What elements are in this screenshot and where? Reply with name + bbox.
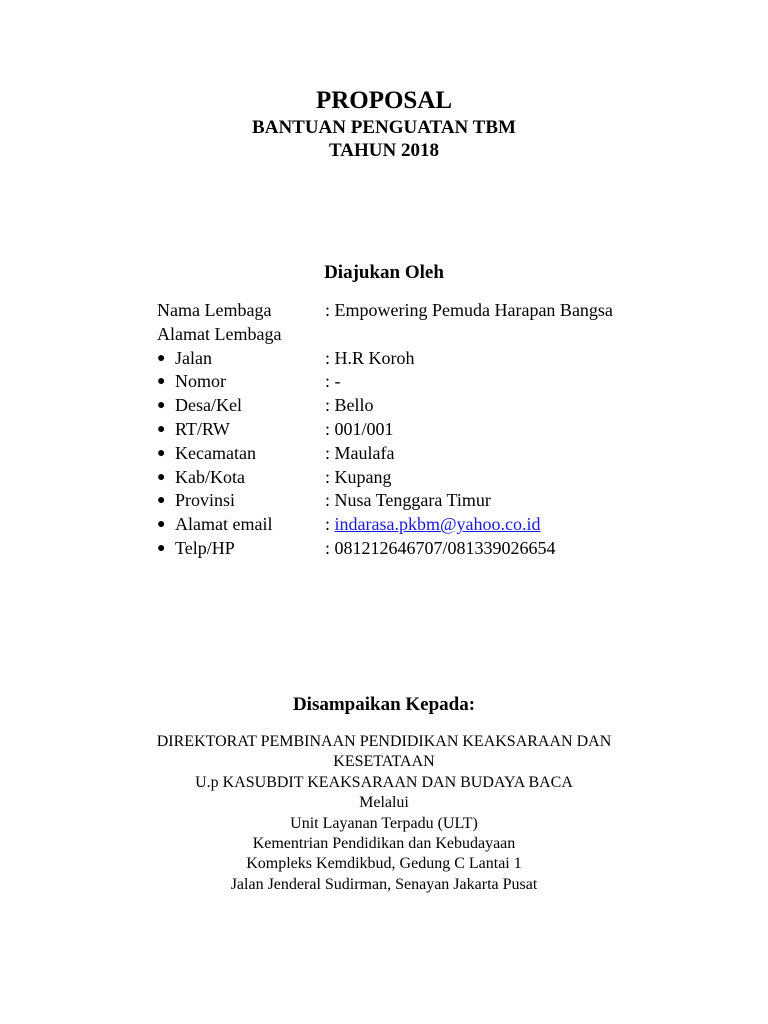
document-subtitle: BANTUAN PENGUATAN TBM <box>252 117 516 138</box>
email-link[interactable]: indarasa.pkbm@yahoo.co.id <box>334 514 541 535</box>
info-label: Telp/HP <box>175 537 235 558</box>
info-value: : Kupang <box>325 466 392 487</box>
recipient-line: DIREKTORAT PEMBINAAN PENDIDIKAN KEAKSARAAN DAN <box>156 733 612 750</box>
recipient-line: U.p KASUBDIT KEAKSARAAN DAN BUDAYA BACA <box>195 773 573 791</box>
info-value: : Nusa Tenggara Timur <box>325 490 491 511</box>
bullet-icon: ● <box>157 398 166 414</box>
info-row-regency <box>157 466 757 490</box>
info-label: Jalan <box>175 347 212 368</box>
institution-info-list <box>157 299 757 561</box>
recipient-line: Melalui <box>359 794 409 812</box>
recipient-line: Jalan Jenderal Sudirman, Senayan Jakarta Pusat <box>230 875 538 893</box>
bullet-icon: ● <box>157 540 166 556</box>
recipient-line: Unit Layanan Terpadu (ULT) <box>290 814 478 832</box>
info-value: : Maulafa <box>325 442 395 463</box>
info-row-province <box>157 489 757 513</box>
document-title: PROPOSAL <box>315 87 453 114</box>
info-value: : 081212646707/081339026654 <box>325 537 556 558</box>
info-label: Kecamatan <box>175 442 256 463</box>
recipient-line: Kementrian Pendidikan dan Kebudayaan <box>252 835 516 853</box>
info-row-number <box>157 370 757 394</box>
info-value: : H.R Koroh <box>325 347 415 368</box>
bullet-icon: ● <box>157 445 166 461</box>
email-prefix: : <box>325 514 335 535</box>
recipient-line: Kompleks Kemdikbud, Gedung C Lantai 1 <box>246 855 522 873</box>
info-row-street <box>157 347 757 371</box>
info-row-email <box>157 513 757 537</box>
bullet-icon: ● <box>157 493 166 509</box>
info-label: Nomor <box>175 371 226 392</box>
info-value: : Empowering Pemuda Harapan Bangsa <box>325 300 613 320</box>
info-label: Alamat Lembaga <box>157 323 282 344</box>
info-label: Kab/Kota <box>175 466 245 487</box>
bullet-icon: ● <box>157 374 166 390</box>
info-row-village <box>157 394 757 418</box>
info-row-phone <box>157 537 757 561</box>
info-row-institution-name <box>157 299 757 323</box>
info-label: RT/RW <box>175 418 230 439</box>
bullet-icon: ● <box>157 517 166 533</box>
info-value <box>325 513 541 537</box>
document-year: TAHUN 2018 <box>329 140 439 161</box>
recipient-address-block <box>0 732 768 895</box>
info-value: : Bello <box>325 395 374 416</box>
info-row-rt-rw <box>157 418 757 442</box>
info-row-district <box>157 442 757 466</box>
info-value: : - <box>325 371 341 392</box>
info-value: : 001/001 <box>325 418 394 439</box>
delivered-to-heading: Disampaikan Kepada: <box>292 694 476 715</box>
submitted-by-heading: Diajukan Oleh <box>324 262 444 283</box>
bullet-icon: ● <box>157 421 166 437</box>
info-row-institution-address <box>157 323 757 347</box>
info-label: Nama Lembaga <box>157 300 272 320</box>
info-label: Alamat email <box>175 514 273 535</box>
bullet-icon: ● <box>157 350 166 366</box>
bullet-icon: ● <box>157 469 166 485</box>
recipient-line: KESETATAAN <box>333 753 435 771</box>
info-label: Desa/Kel <box>175 395 242 416</box>
info-label: Provinsi <box>175 490 236 511</box>
